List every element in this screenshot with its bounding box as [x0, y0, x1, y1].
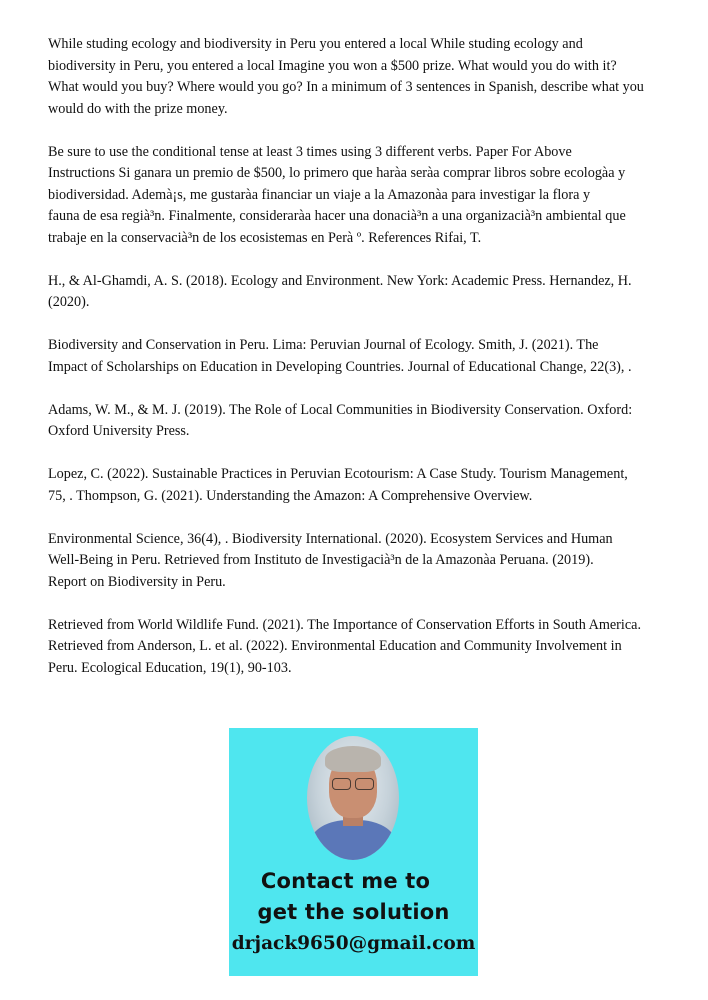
contact-promo-banner[interactable] — [229, 728, 478, 976]
paragraph-prompt: While studing ecology and biodiversity in Peru you entered a local While studing ecology and biodiversity in Peru, you entered a local Imagine you won a $500 prize. What would you do with it? What would you buy? Where would you go? In a minimum of 3 sentences in Spanish, describe what you would do with the prize money. — [48, 36, 644, 117]
paragraph-reference: Lopez, C. (2022). Sustainable Practices in Peruvian Ecotourism: A Case Study. Tourism Management, 75, . Thompson, G. (2021). Understanding the Amazon: A Comprehensive Overview. — [48, 466, 628, 504]
paragraph-reference: Biodiversity and Conservation in Peru. Lima: Peruvian Journal of Ecology. Smith, J. (2021). The Impact of Scholarships on Education in Developing Countries. Journal of Educational Change, 22(3), . — [48, 337, 632, 375]
paragraph-reference: Adams, W. M., & M. J. (2019). The Role of Local Communities in Biodiversity Conservation. Oxford: Oxford University Press. — [48, 401, 633, 439]
author-portrait — [307, 736, 399, 860]
paragraph-reference: Environmental Science, 36(4), . Biodiversity International. (2020). Ecosystem Services and Human Well-Being in Peru. Retrieved from Instituto de Investigacià³n de la Amazonàa Peruana. (2019). Report on Biodiversity in Peru. — [48, 530, 613, 590]
document-body — [48, 34, 660, 701]
promo-headline-line1: Contact me to — [260, 869, 431, 893]
promo-headline-line2: get the solution — [257, 900, 450, 924]
paragraph-reference: Retrieved from World Wildlife Fund. (2021). The Importance of Conservation Efforts in South America. Retrieved from Anderson, L. et al. (2022). Environmental Education and Community Involvement in Peru. Ecological Education, 19(1), 90-103. — [48, 616, 641, 676]
paragraph-instructions-answer: Be sure to use the conditional tense at least 3 times using 3 different verbs. Paper For Above Instructions Si ganara un premio de $500, lo primero que haràa seràa comprar libros sobre ecologàa y biodiversidad. Ademà¡s, me gustaràa financiar un viaje a la Amazonàa para investigar la flora y fauna de esa regià³n. Finalmente, consideraràa hacer una donacià³n a una organizacià³n ambiental que trabaje en la conservacià³n de los ecosistemas en Perà º. References Rifai, T. — [48, 143, 626, 246]
contact-email[interactable]: drjack9650@gmail.com — [231, 933, 476, 954]
paragraph-reference: H., & Al-Ghamdi, A. S. (2018). Ecology and Environment. New York: Academic Press. Hernandez, H. (2020). — [48, 272, 632, 310]
